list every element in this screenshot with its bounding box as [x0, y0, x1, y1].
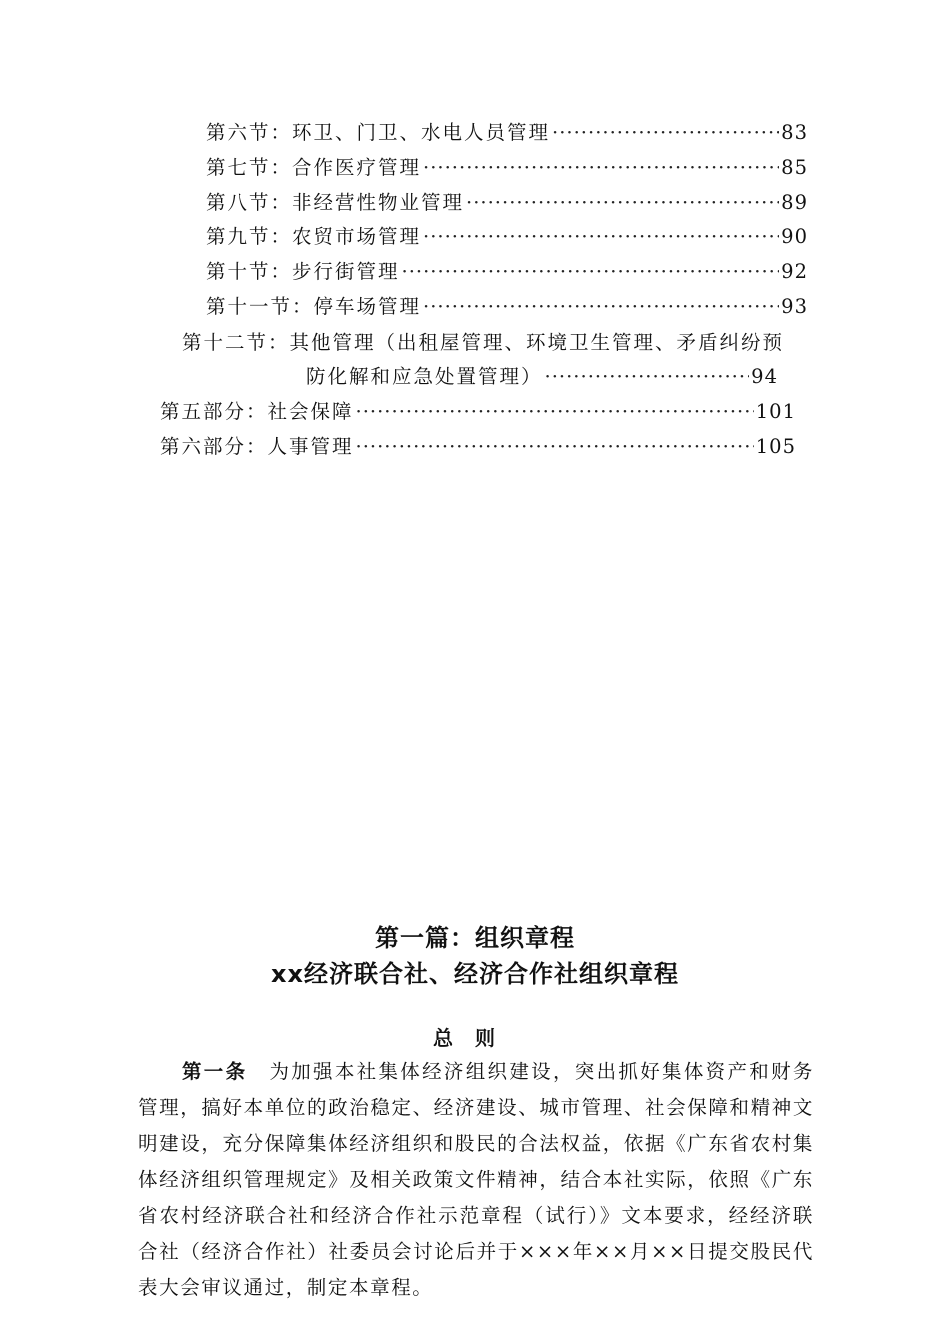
toc-item-page: 94 — [751, 365, 778, 388]
toc-item[interactable] — [160, 432, 796, 462]
toc-leader-dots — [552, 118, 779, 148]
toc-item[interactable] — [206, 188, 808, 218]
document-title: xx经济联合社、经济合作社组织章程 — [271, 960, 679, 988]
toc-item-page: 90 — [781, 225, 808, 248]
toc-item[interactable] — [160, 397, 796, 427]
toc-leader-dots — [545, 362, 750, 392]
toc-item[interactable] — [206, 153, 808, 183]
toc-item[interactable] — [206, 257, 808, 287]
toc-item-page: 92 — [781, 260, 808, 283]
section-title: 总则 — [433, 1026, 517, 1050]
article-label: 第一条 — [182, 1060, 248, 1083]
toc-item-continuation[interactable] — [306, 362, 778, 392]
toc-item[interactable] — [206, 292, 808, 322]
toc-item-label: 第十一节：停车场管理 — [206, 295, 422, 318]
toc-item-label: 第六节：环卫、门卫、水电人员管理 — [206, 121, 551, 144]
toc-leader-dots — [423, 292, 779, 322]
toc-item-label[interactable]: 第十二节：其他管理（出租屋管理、环境卫生管理、矛盾纠纷预 — [182, 331, 785, 354]
toc-leader-dots — [423, 222, 779, 252]
toc-item-page: 101 — [755, 400, 796, 423]
toc-item-label: 第十节：步行街管理 — [206, 260, 400, 283]
part-title: 第一篇：组织章程 — [375, 924, 575, 952]
toc-item-label-cont: 防化解和应急处置管理） — [306, 365, 543, 388]
article-text: 为加强本社集体经济组织建设，突出抓好集体资产和财务管理，搞好本单位的政治稳定、经济建设、城市管理、社会保障和精神文明建设，充分保障集体经济组织和股民的合法权益，依据《广东省农村集体经济组织管理规定》及相关政策文件精神，结合本社实际，依照《广东省农村经济联合社和经济合作社示范章程（试行）》文本要求，经经济联合社（经济合作社）社委员会讨论后并于×××年××月××日提交股民代表大会审议通过，制定本章程。 — [138, 1060, 814, 1299]
toc-item-page: 105 — [755, 435, 796, 458]
toc-item-label: 第六部分：人事管理 — [160, 435, 354, 458]
toc-item[interactable] — [206, 118, 808, 148]
article-paragraph — [138, 1054, 814, 1306]
toc-leader-dots — [466, 188, 779, 218]
toc-item-page: 89 — [781, 191, 808, 214]
toc-item-label: 第五部分：社会保障 — [160, 400, 354, 423]
toc-leader-dots — [402, 257, 780, 287]
toc-leader-dots — [356, 432, 754, 462]
toc-item-label: 第九节：农贸市场管理 — [206, 225, 422, 248]
toc-item-label: 第八节：非经营性物业管理 — [206, 191, 465, 214]
toc-item[interactable] — [206, 222, 808, 252]
toc-leader-dots — [356, 397, 754, 427]
toc-leader-dots — [423, 153, 779, 183]
toc-item-page: 85 — [781, 156, 808, 179]
toc-item-page: 93 — [781, 295, 808, 318]
toc-item-page: 83 — [781, 121, 808, 144]
toc-item-label: 第七节：合作医疗管理 — [206, 156, 422, 179]
